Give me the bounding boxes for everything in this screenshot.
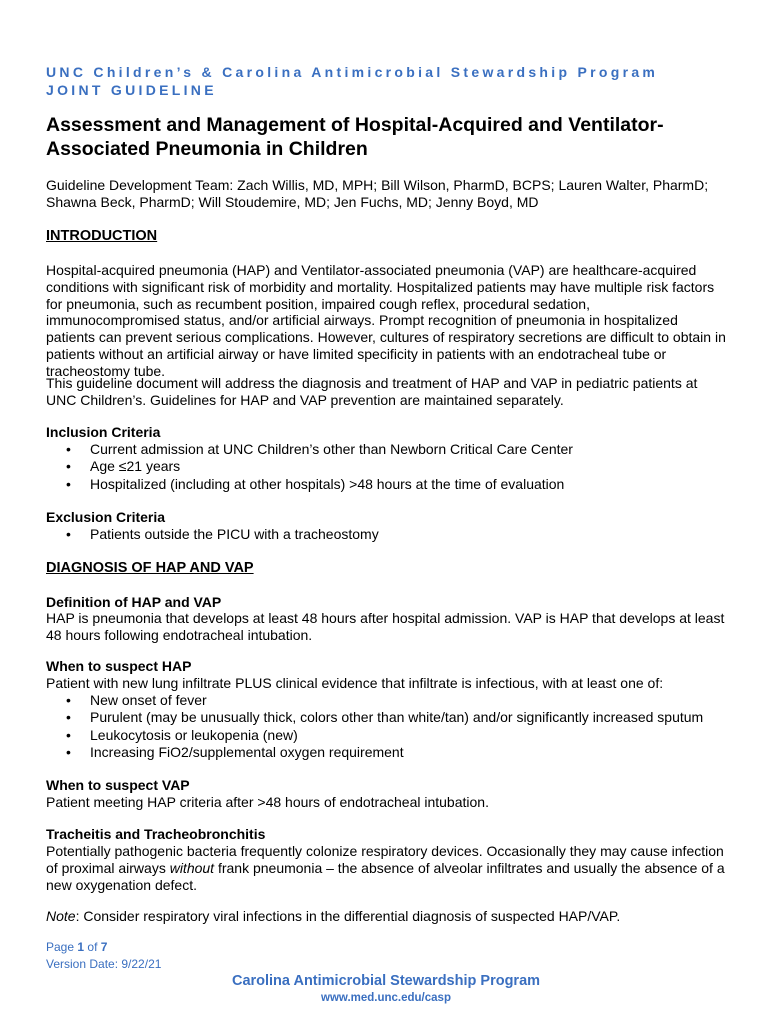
exclusion-criteria-heading: Exclusion Criteria [46,509,166,525]
suspect-vap-heading: When to suspect VAP [46,777,190,793]
tracheitis-text: Potentially pathogenic bacteria frequently colonize respiratory devices. Occasionally they may cause infection of proximal airways without frank pneumonia – the absence of alveolar infiltrates and usually the absence of a new oxygenation defect. [46,843,725,893]
diagnosis-heading: DIAGNOSIS OF HAP AND VAP [46,560,254,576]
footer-url[interactable]: www.med.unc.edu/casp [321,992,451,1004]
list-item: • Increasing FiO2/supplemental oxygen requirement [46,744,703,761]
list-item: • Current admission at UNC Children’s other than Newborn Critical Care Center [46,441,573,458]
list-item: • Leukocytosis or leukopenia (new) [46,727,703,744]
suspect-hap-text: Patient with new lung infiltrate PLUS clinical evidence that infiltrate is infectious, with at least one of: [46,675,664,691]
footer-program-name: Carolina Antimicrobial Stewardship Program [231,973,541,989]
introduction-heading: INTRODUCTION [46,228,158,244]
program-header: UNC Children’s & Carolina Antimicrobial Stewardship Program [46,64,659,80]
definition-heading: Definition of HAP and VAP [46,594,222,610]
suspect-hap-heading: When to suspect HAP [46,658,192,674]
list-item: • Purulent (may be unusually thick, colors other than white/tan) and/or significantly increased sputum [46,709,703,726]
guideline-type-label: JOINT GUIDELINE [46,82,217,98]
definition-text: HAP is pneumonia that develops at least 48 hours after hospital admission. VAP is HAP that develops at least 48 hours following endotracheal intubation. [46,610,725,643]
tracheitis-heading: Tracheitis and Tracheobronchitis [46,826,266,842]
note-paragraph: Note: Consider respiratory viral infections in the differential diagnosis of suspected HAP/VAP. [46,908,621,924]
list-item: • Patients outside the PICU with a tracheostomy [46,526,379,543]
introduction-paragraph: Hospital-acquired pneumonia (HAP) and Ventilator-associated pneumonia (VAP) are healthcare-acquired conditions with significant risk of morbidity and mortality. Hospitalized patients may have multiple risk factors for pneumonia, such as recumbent position, impaired cough reflex, procedural sedation, immunocompromised status, and/or artificial airways. Prompt recognition of pneumonia in hospitalized patients can prevent serious complications. However, cultures of respiratory secretions are difficult to obtain in patients without an artificial airway or have limited specificity in patients with an endotracheal tube or tracheostomy tube. [46,262,726,379]
hap-criteria-list [46,692,703,762]
inclusion-criteria-list [46,441,573,493]
list-item: • Age ≤21 years [46,458,573,475]
inclusion-criteria-heading: Inclusion Criteria [46,424,161,440]
list-item: • New onset of fever [46,692,703,709]
exclusion-criteria-list [46,526,379,543]
version-date: Version Date: 9/22/21 [46,957,162,971]
suspect-vap-text: Patient meeting HAP criteria after >48 hours of endotracheal intubation. [46,794,489,810]
document-title: Assessment and Management of Hospital-Acquired and Ventilator-Associated Pneumonia in Children [46,114,664,160]
list-item: • Hospitalized (including at other hospitals) >48 hours at the time of evaluation [46,476,573,493]
development-team: Guideline Development Team: Zach Willis, MD, MPH; Bill Wilson, PharmD, BCPS; Lauren Walter, PharmD; Shawna Beck, PharmD; Will Stoudemire, MD; Jen Fuchs, MD; Jenny Boyd, MD [46,177,709,210]
scope-paragraph: This guideline document will address the diagnosis and treatment of HAP and VAP in pediatric patients at UNC Children’s. Guidelines for HAP and VAP prevention are maintained separately. [46,375,698,408]
page-number: Page 1 of 7 [46,940,108,954]
